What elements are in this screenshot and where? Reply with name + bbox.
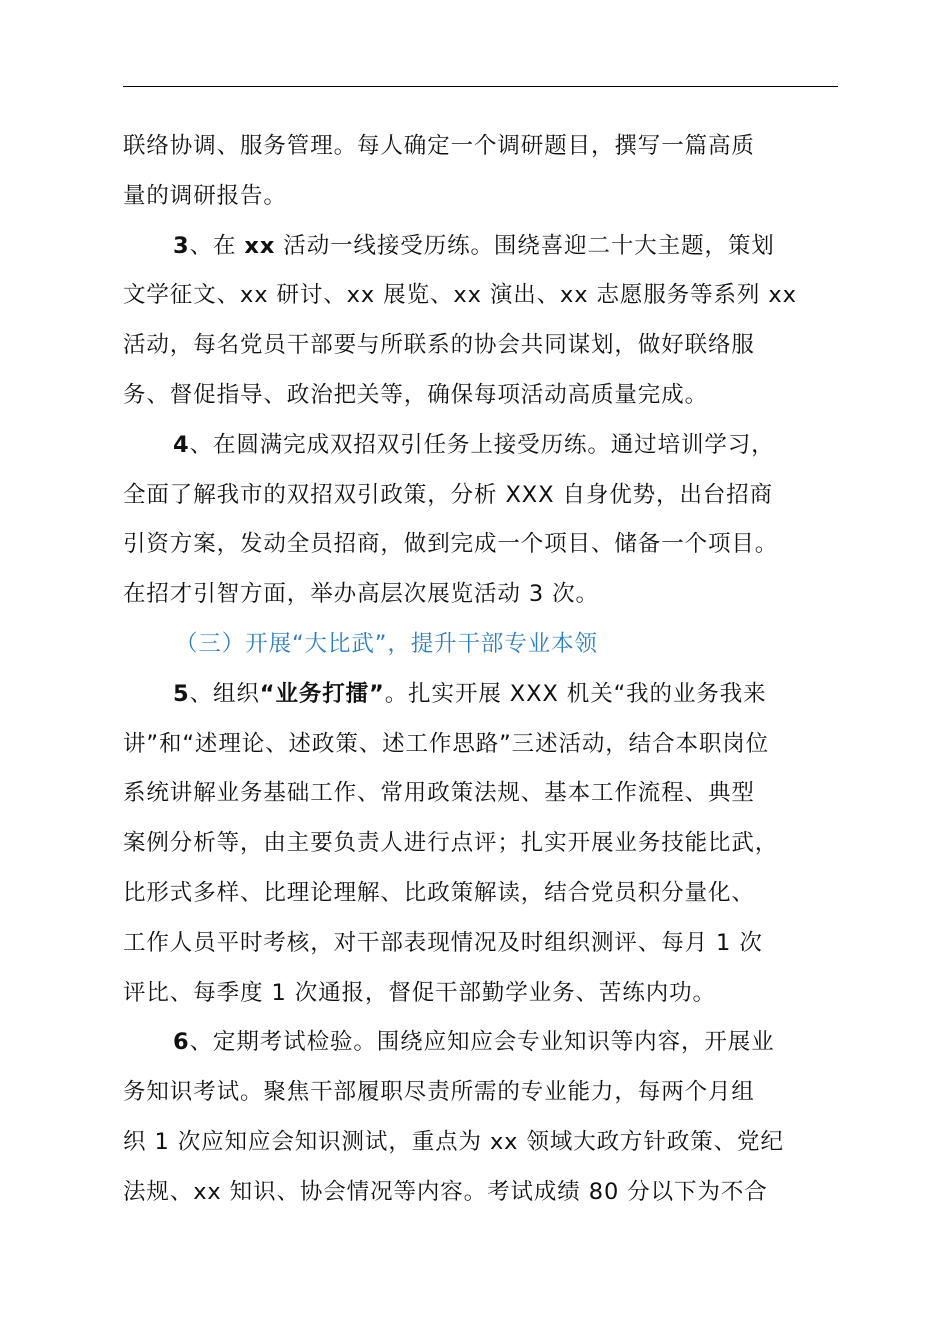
text-line: 工作人员平时考核，对干部表现情况及时组织测评、每月 1 次	[123, 929, 763, 956]
text-line: 在招才引智方面，举办高层次展览活动 3 次。	[123, 581, 599, 608]
text-line: 织 1 次应知应会知识测试，重点为 xx 领域大政方针政策、党纪	[123, 1128, 784, 1155]
text-span: 活动一线接受历练。围绕喜迎二十大主题，策划	[275, 232, 775, 259]
text-line: 全面了解我市的双招双引政策，分析 XXX 自身优势，出台招商	[123, 481, 774, 508]
item-number: 3	[173, 232, 190, 259]
text-line: 比形式多样、比理论理解、比政策解读，结合党员积分量化、	[123, 879, 755, 906]
text-line: 务知识考试。聚焦干部履职尽责所需的专业能力，每两个月组	[123, 1079, 755, 1106]
paragraph-1	[123, 122, 838, 222]
section-heading-text: （三）开展“大比武”，提升干部专业本领	[175, 630, 598, 657]
text-line: 评比、每季度 1 次通报，督促干部勤学业务、苦练内功。	[123, 979, 716, 1006]
document-body	[123, 122, 838, 1218]
text-line: 法规、xx 知识、协会情况等内容。考试成绩 80 分以下为不合	[123, 1178, 768, 1205]
text-line: 系统讲解业务基础工作、常用政策法规、基本工作流程、典型	[123, 780, 755, 807]
bold-term: xx	[244, 232, 276, 259]
text-line: 讲”和“述理论、述政策、述工作思路”三述活动，结合本职岗位	[123, 730, 770, 757]
text-span: 、定期考试检验。围绕应知应会专业知识等内容，开展业	[189, 1029, 775, 1056]
text-line: 务、督促指导、政治把关等，确保每项活动高质量完成。	[123, 381, 709, 408]
text-line: 引资方案，发动全员招商，做到完成一个项目、储备一个项目。	[123, 531, 779, 558]
item-number: 4	[173, 431, 190, 458]
text-line	[123, 670, 838, 720]
paragraph-5	[123, 670, 838, 1019]
text-span: 。扎实开展 XXX 机关“我的业务我来	[384, 680, 767, 707]
text-line	[123, 1018, 838, 1068]
text-line: 活动，每名党员干部要与所联系的协会共同谋划，做好联络服	[123, 332, 755, 359]
header-rule	[123, 86, 838, 87]
item-number: 5	[173, 680, 190, 707]
section-heading-3	[123, 620, 838, 670]
paragraph-6	[123, 1018, 838, 1217]
paragraph-4	[123, 421, 838, 620]
paragraph-3	[123, 222, 838, 421]
bold-phrase: “业务打擂”	[259, 680, 385, 707]
text-span: 、在圆满完成双招双引任务上接受历练。通过培训学习，	[189, 431, 775, 458]
text-line	[123, 222, 838, 272]
text-span: 、组织	[189, 680, 260, 707]
text-line	[123, 421, 838, 471]
text-line: 文学征文、xx 研讨、xx 展览、xx 演出、xx 志愿服务等系列 xx	[123, 282, 797, 309]
text-line: 量的调研报告。	[123, 182, 287, 209]
text-line: 案例分析等，由主要负责人进行点评；扎实开展业务技能比武，	[123, 830, 779, 857]
item-number: 6	[173, 1029, 190, 1056]
text-span: 、在	[189, 232, 245, 259]
text-line: 联络协调、服务管理。每人确定一个调研题目，撰写一篇高质	[123, 133, 755, 159]
